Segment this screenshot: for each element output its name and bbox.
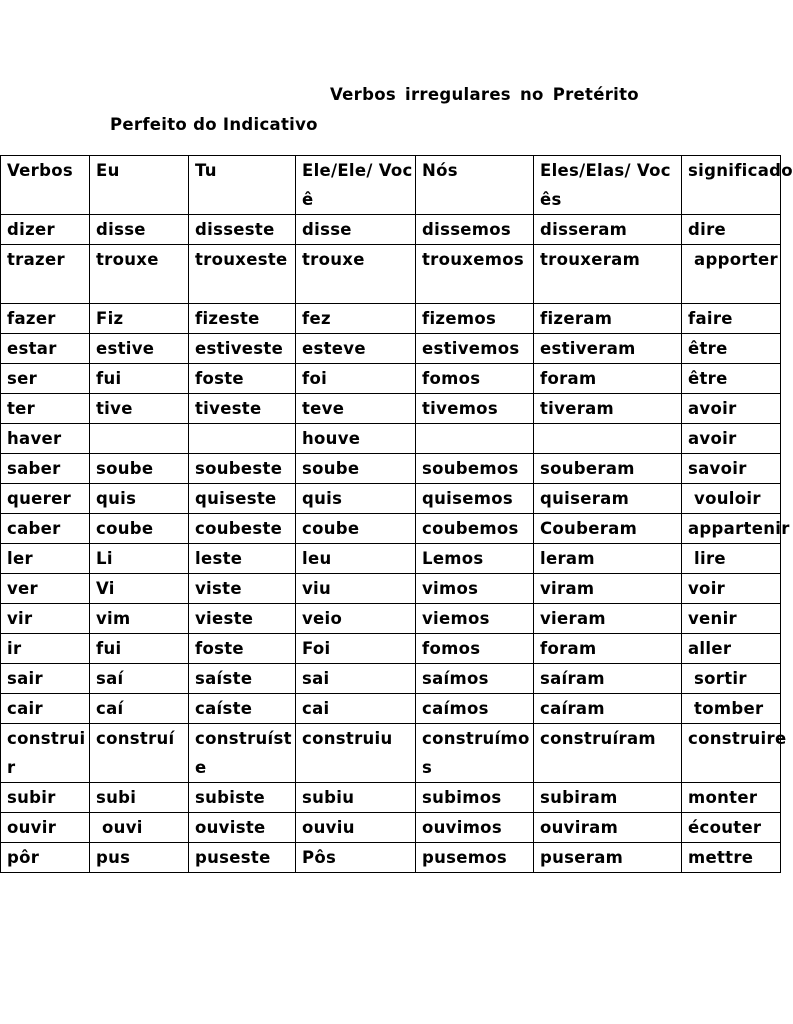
table-cell: estivemos — [416, 334, 534, 364]
table-cell: construir — [1, 724, 90, 783]
table-cell: fizeram — [534, 304, 682, 334]
table-cell: saíram — [534, 664, 682, 694]
table-cell: viste — [189, 574, 296, 604]
table-cell: foste — [189, 364, 296, 394]
table-cell: quiseste — [189, 484, 296, 514]
table-cell: caíste — [189, 694, 296, 724]
table-cell: venir — [682, 604, 781, 634]
header-cell: Nós — [416, 156, 534, 215]
table-cell: haver — [1, 424, 90, 454]
table-cell: coubeste — [189, 514, 296, 544]
table-cell: estiveste — [189, 334, 296, 364]
table-cell: coube — [90, 514, 189, 544]
table-row — [1, 843, 781, 873]
table-cell: leram — [534, 544, 682, 574]
table-cell: Foi — [296, 634, 416, 664]
document-subtitle: Perfeito do Indicativo — [110, 115, 318, 134]
table-row — [1, 245, 781, 304]
table-cell: construire — [682, 724, 781, 783]
table-cell: soubeste — [189, 454, 296, 484]
table-cell: foram — [534, 634, 682, 664]
table-cell: subiu — [296, 783, 416, 813]
table-cell: ouviste — [189, 813, 296, 843]
table-cell: fizemos — [416, 304, 534, 334]
table-cell: leste — [189, 544, 296, 574]
table-cell: esteve — [296, 334, 416, 364]
table-cell: dissemos — [416, 215, 534, 245]
table-cell: quis — [296, 484, 416, 514]
table-cell: être — [682, 334, 781, 364]
table-cell: sortir — [682, 664, 781, 694]
table-cell: puseram — [534, 843, 682, 873]
table-row — [1, 454, 781, 484]
verb-conjugation-table — [0, 155, 793, 873]
document-title: Verbos irregulares no Pretérito — [330, 85, 639, 104]
table-cell: leu — [296, 544, 416, 574]
table-cell: aller — [682, 634, 781, 664]
table-cell: subi — [90, 783, 189, 813]
table-cell: disse — [90, 215, 189, 245]
table-cell: apporter — [682, 245, 781, 304]
table-cell: ler — [1, 544, 90, 574]
table-cell: teve — [296, 394, 416, 424]
table-cell: tive — [90, 394, 189, 424]
table-cell — [416, 424, 534, 454]
header-cell: Ele/Ele/ Você — [296, 156, 416, 215]
table-cell: tomber — [682, 694, 781, 724]
table-cell: veio — [296, 604, 416, 634]
table-cell: Li — [90, 544, 189, 574]
table-cell: estive — [90, 334, 189, 364]
header-cell: Verbos — [1, 156, 90, 215]
table-cell: fazer — [1, 304, 90, 334]
table-cell: construí — [90, 724, 189, 783]
table-row — [1, 364, 781, 394]
table-cell: construímos — [416, 724, 534, 783]
table-cell: fui — [90, 634, 189, 664]
table-cell: ouvi — [90, 813, 189, 843]
table-cell: trouxe — [90, 245, 189, 304]
table-cell: trouxemos — [416, 245, 534, 304]
table-cell: quis — [90, 484, 189, 514]
table-cell: saí — [90, 664, 189, 694]
table-cell: disse — [296, 215, 416, 245]
table-cell: fui — [90, 364, 189, 394]
table-cell: vimos — [416, 574, 534, 604]
table-cell: subimos — [416, 783, 534, 813]
table-cell: foram — [534, 364, 682, 394]
table-cell: foste — [189, 634, 296, 664]
table-header-row — [1, 156, 781, 215]
table-cell: cai — [296, 694, 416, 724]
table-cell: avoir — [682, 394, 781, 424]
table-cell: trouxe — [296, 245, 416, 304]
table-cell: soube — [296, 454, 416, 484]
table-cell: Pôs — [296, 843, 416, 873]
table-cell: caber — [1, 514, 90, 544]
table-cell: caíram — [534, 694, 682, 724]
table-row — [1, 215, 781, 245]
header-cell: Eu — [90, 156, 189, 215]
table-cell: fomos — [416, 364, 534, 394]
table-cell: foi — [296, 364, 416, 394]
table-cell: puseste — [189, 843, 296, 873]
table-cell: dire — [682, 215, 781, 245]
table-cell: viemos — [416, 604, 534, 634]
table-cell: pus — [90, 843, 189, 873]
table-cell: estar — [1, 334, 90, 364]
table-cell: trouxeste — [189, 245, 296, 304]
table-cell: pusemos — [416, 843, 534, 873]
table-cell: subir — [1, 783, 90, 813]
table-cell: ir — [1, 634, 90, 664]
table-cell: viu — [296, 574, 416, 604]
table-cell: sai — [296, 664, 416, 694]
table-cell: savoir — [682, 454, 781, 484]
table-cell: souberam — [534, 454, 682, 484]
table-cell: soube — [90, 454, 189, 484]
table-cell: caímos — [416, 694, 534, 724]
table-cell: tivemos — [416, 394, 534, 424]
table-cell: vim — [90, 604, 189, 634]
table-cell: mettre — [682, 843, 781, 873]
table-cell: estiveram — [534, 334, 682, 364]
table-cell: lire — [682, 544, 781, 574]
table-cell: monter — [682, 783, 781, 813]
table-row — [1, 813, 781, 843]
table-cell: saímos — [416, 664, 534, 694]
table-row — [1, 484, 781, 514]
table-cell: vieste — [189, 604, 296, 634]
table-cell: avoir — [682, 424, 781, 454]
table-cell: vieram — [534, 604, 682, 634]
table-cell: Vi — [90, 574, 189, 604]
table-row — [1, 574, 781, 604]
table-cell: écouter — [682, 813, 781, 843]
table-cell: être — [682, 364, 781, 394]
header-cell: Tu — [189, 156, 296, 215]
table-row — [1, 424, 781, 454]
table-cell: ouviu — [296, 813, 416, 843]
table-cell — [534, 424, 682, 454]
header-cell: significado — [682, 156, 781, 215]
table-cell — [90, 424, 189, 454]
table-row — [1, 544, 781, 574]
table-cell: tiveste — [189, 394, 296, 424]
table-cell: disseram — [534, 215, 682, 245]
table-cell: ser — [1, 364, 90, 394]
table-row — [1, 724, 781, 783]
table-cell: fez — [296, 304, 416, 334]
table-cell: faire — [682, 304, 781, 334]
table-cell: ter — [1, 394, 90, 424]
verb-table-container — [0, 155, 793, 875]
table-cell: Fiz — [90, 304, 189, 334]
table-cell: coube — [296, 514, 416, 544]
table-cell: subiram — [534, 783, 682, 813]
table-cell: querer — [1, 484, 90, 514]
table-cell: ouvir — [1, 813, 90, 843]
table-row — [1, 664, 781, 694]
table-cell: caí — [90, 694, 189, 724]
table-cell: ouviram — [534, 813, 682, 843]
table-cell: fizeste — [189, 304, 296, 334]
table-cell: viram — [534, 574, 682, 604]
table-cell: Couberam — [534, 514, 682, 544]
table-row — [1, 634, 781, 664]
table-cell: trazer — [1, 245, 90, 304]
table-cell: quiseram — [534, 484, 682, 514]
table-row — [1, 394, 781, 424]
table-row — [1, 694, 781, 724]
header-cell: Eles/Elas/ Vocês — [534, 156, 682, 215]
table-row — [1, 783, 781, 813]
table-cell: houve — [296, 424, 416, 454]
table-cell: construíram — [534, 724, 682, 783]
table-cell: ouvimos — [416, 813, 534, 843]
table-row — [1, 334, 781, 364]
table-cell: Lemos — [416, 544, 534, 574]
table-row — [1, 304, 781, 334]
table-cell: dizer — [1, 215, 90, 245]
table-cell — [189, 424, 296, 454]
table-cell: saber — [1, 454, 90, 484]
table-cell: disseste — [189, 215, 296, 245]
table-cell: sair — [1, 664, 90, 694]
table-row — [1, 514, 781, 544]
table-cell: subiste — [189, 783, 296, 813]
table-cell: tiveram — [534, 394, 682, 424]
table-cell: saíste — [189, 664, 296, 694]
table-cell: trouxeram — [534, 245, 682, 304]
table-cell: appartenir — [682, 514, 781, 544]
table-cell: fomos — [416, 634, 534, 664]
table-cell: soubemos — [416, 454, 534, 484]
table-cell: construíste — [189, 724, 296, 783]
table-cell: ver — [1, 574, 90, 604]
table-cell: voir — [682, 574, 781, 604]
table-cell: quisemos — [416, 484, 534, 514]
table-cell: vouloir — [682, 484, 781, 514]
table-row — [1, 604, 781, 634]
table-cell: cair — [1, 694, 90, 724]
table-cell: construiu — [296, 724, 416, 783]
table-cell: coubemos — [416, 514, 534, 544]
table-cell: pôr — [1, 843, 90, 873]
table-cell: vir — [1, 604, 90, 634]
